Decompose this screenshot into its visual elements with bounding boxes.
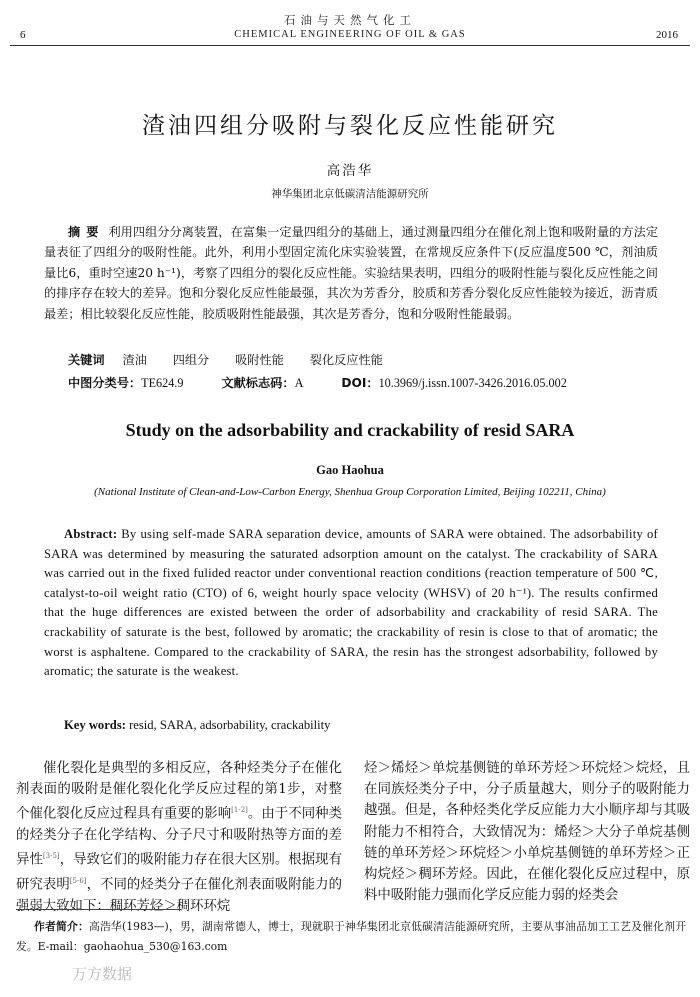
body-text: ，不同的烃类分子在催化剂表面吸附能力的强弱大致如下：稠环芳烃＞稠环环烷 bbox=[16, 877, 343, 914]
header-rule bbox=[10, 45, 690, 46]
doc-code-label: 文献标志码： bbox=[221, 376, 295, 390]
author-en: Gao Haohua bbox=[316, 463, 384, 477]
body-text: 催化裂化是典型的多相反应，各种烃类分子在催化剂表面的吸附是催化裂化化学反应过程的第1步，对整个催化裂化反应过程具有重要的影响 bbox=[16, 761, 342, 822]
body-text: 。由于不同种类的烃类分子在化学结构、分子尺寸和吸附热等方面的差异性 bbox=[16, 806, 342, 868]
citation-ref: [5-6] bbox=[69, 876, 87, 885]
footnote-text: 高浩华(1983—)，男，湖南常德人，博士，现就职于神华集团北京低碳清洁能源研究所，主要从事油品加工工艺及催化剂开发。E-mail：gaohaohua_530@163.com bbox=[16, 920, 686, 953]
article-title-cn: 渣油四组分吸附与裂化反应性能研究 bbox=[142, 113, 558, 139]
affiliation-en: (National Institute of Clean-and-Low-Carbon Energy, Shenhua Group Corporation Limited, Beijing 102211, China) bbox=[94, 486, 606, 498]
abstract-en-text: By using self-made SARA separation device, amounts of SARA were obtained. The adsorbability of SARA was determined by measuring the saturated adsorption amount on the catalyst. The crackability of SARA was carried out in the fixed fulided reactor under conventional reaction conditions (reaction temperature of 500 ℃, catalyst-to-oil weight ratio (CTO) of 6, weight hourly space velocity (WHSV) of 20 h⁻¹). The results confirmed that the huge differences are existed between the order of adsorbability and crackability of resid SARA. The crackability of saturate is the best, followed by aromatic; the crackability of resin is close to that of aromatic; the worst is asphaltene. Compared to the crackability of SARA, the resin has the strongest adsorbability, followed by aromatic; the saturate is the weakest. bbox=[44, 527, 658, 679]
classification-line bbox=[68, 374, 567, 391]
journal-title-en: CHEMICAL ENGINEERING OF OIL & GAS bbox=[234, 29, 466, 40]
keywords-cn bbox=[68, 351, 401, 368]
body-column-left bbox=[16, 758, 342, 917]
keywords-en-label: Key words: bbox=[64, 718, 126, 732]
citation-ref: [1-2] bbox=[231, 806, 248, 815]
keywords-cn-label: 关键词 bbox=[68, 353, 105, 367]
doi-value: 10.3969/j.issn.1007-3426.2016.05.002 bbox=[378, 376, 567, 390]
publication-year: 2016 bbox=[656, 29, 678, 41]
clc-label: 中图分类号： bbox=[68, 376, 142, 390]
journal-title-cn: 石油与天然气化工 bbox=[284, 13, 416, 27]
keyword-cn: 吸附性能 bbox=[235, 353, 284, 367]
page-number: 6 bbox=[20, 29, 26, 41]
keyword-cn: 四组分 bbox=[172, 353, 210, 367]
clc-value: TE624.9 bbox=[141, 376, 184, 390]
footnote-label: 作者简介： bbox=[34, 920, 90, 933]
keyword-cn: 渣油 bbox=[122, 353, 147, 367]
affiliation-cn: 神华集团北京低碳清洁能源研究所 bbox=[271, 188, 429, 200]
abstract-cn-text: 利用四组分分离装置，在富集一定量四组分的基础上，通过测量四组分在催化剂上饱和吸附量的方法定量表征了四组分的吸附性能。此外，利用小型固定流化床实验装置，在常规反应条件下(反应温度500 ℃，剂油质量比6，重时空速20 h⁻¹)，考察了四组分的裂化反应性能。实验结果表明，四组分的吸附性能与裂化反应性能之间的排序存在较大的差异。饱和分裂化反应性能最强，其次为芳香分，胶质和芳香分裂化反应性能较为接近，沥青质最差；相比较裂化反应性能，胶质吸附性能最强，其次是芳香分，饱和分吸附性能最弱。 bbox=[44, 225, 659, 321]
doi-label: DOI： bbox=[341, 376, 379, 390]
abstract-cn-label: 摘要 bbox=[68, 225, 105, 239]
abstract-en bbox=[44, 525, 658, 682]
keywords-en bbox=[64, 718, 330, 733]
abstract-cn bbox=[44, 222, 658, 324]
body-column-right: 烃＞烯烃＞单烷基侧链的单环芳烃＞环烷烃＞烷烃，且在同族烃类分子中，分子质量越大，则分子的吸附能力越强。但是，各种烃类化学反应能力大小顺序却与其吸附能力不相符合，大致情况为：烯烃＞大分子单烷基侧链的单环芳烃＞环烷烃＞小单烷基侧链的单环芳烃＞正构烷烃＞稠环芳烃。因此，在催化裂化反应过程中，原料中吸附能力强而化学反应能力弱的烃类会 bbox=[364, 761, 690, 904]
author-cn: 高浩华 bbox=[326, 163, 374, 179]
keywords-en-text: resid, SARA, adsorbability, crackability bbox=[129, 718, 331, 732]
citation-ref: [3-5] bbox=[42, 852, 60, 861]
article-title-en: Study on the adsorbability and crackability of resid SARA bbox=[125, 420, 575, 440]
watermark: 万方数据 bbox=[72, 965, 133, 983]
author-footnote bbox=[16, 917, 686, 957]
keyword-cn: 裂化反应性能 bbox=[309, 353, 383, 367]
doc-code-value: A bbox=[294, 376, 304, 390]
body-text: ，导致它们的吸附能力存在很大区别。根据现有研究表明 bbox=[16, 852, 343, 893]
footnote-rule bbox=[16, 909, 181, 910]
abstract-en-label: Abstract: bbox=[64, 527, 118, 541]
